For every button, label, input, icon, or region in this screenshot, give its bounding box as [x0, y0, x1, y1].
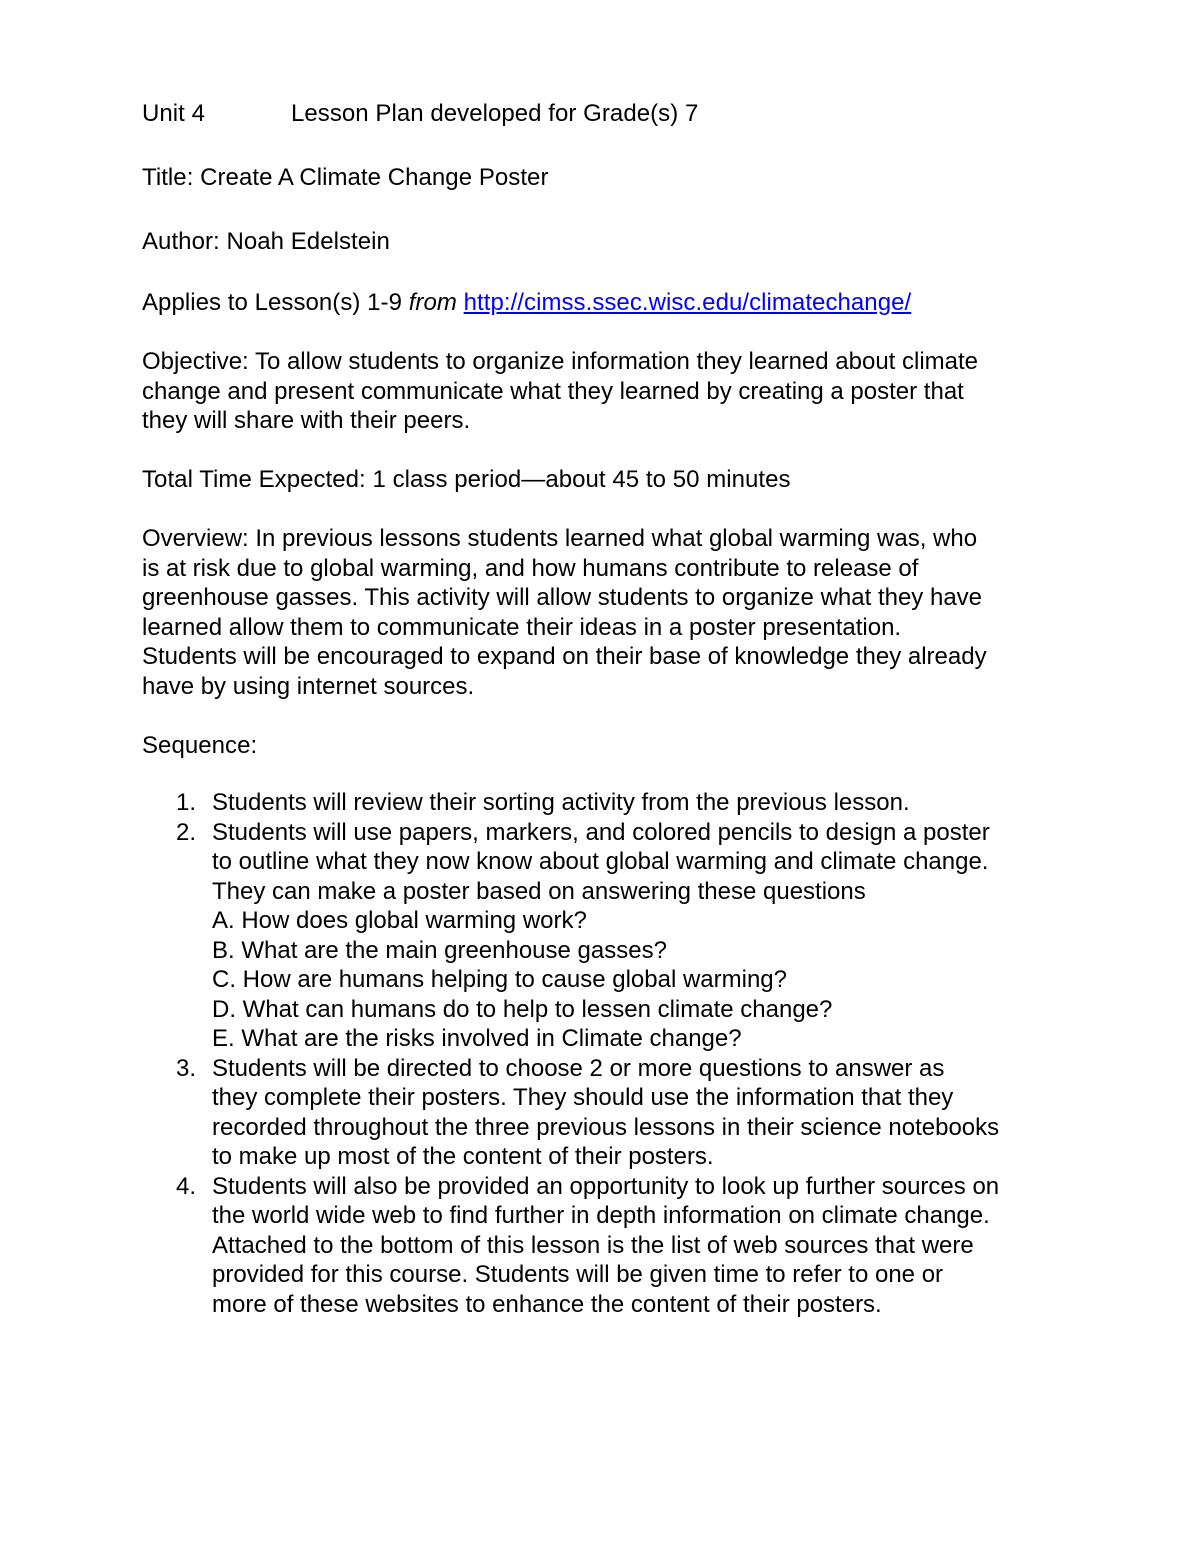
sequence-item-1 — [142, 788, 999, 818]
sequence-list — [142, 788, 999, 1319]
author-line: Author: Noah Edelstein — [142, 228, 390, 255]
item-line: they complete their posters. They should use the information that they — [212, 1084, 954, 1111]
objective-line: change and present communicate what they learned by creating a poster that — [142, 377, 964, 405]
overview-paragraph — [142, 524, 987, 701]
item-number: 2. — [176, 818, 197, 846]
overview-line: Students will be encouraged to expand on their base of knowledge they already — [142, 643, 987, 670]
applies-prefix: Applies to Lesson(s) 1-9 — [142, 289, 409, 316]
sequence-item-3 — [142, 1054, 999, 1172]
overview-line: Overview: In previous lessons students learned what global warming was, who — [142, 525, 978, 552]
question-item: C. How are humans helping to cause global warming? — [212, 966, 787, 993]
header-line — [142, 99, 699, 129]
overview-line: have by using internet sources. — [142, 672, 475, 700]
total-time-line: Total Time Expected: 1 class period—about 45 to 50 minutes — [142, 466, 791, 493]
item-line: provided for this course. Students will be given time to refer to one or — [212, 1261, 944, 1288]
applies-from: from — [408, 289, 457, 316]
item-line: to make up most of the content of their posters. — [212, 1143, 714, 1170]
item-line: Students will also be provided an opportunity to look up further sources on — [212, 1172, 1000, 1200]
question-item: E. What are the risks involved in Climate change? — [212, 1025, 742, 1052]
item-line: They can make a poster based on answering these questions — [212, 877, 866, 905]
item-line: recorded throughout the three previous lessons in their science notebooks — [212, 1113, 1000, 1141]
overview-line: learned allow them to communicate their ideas in a poster presentation. — [142, 613, 902, 641]
item-line: to outline what they now know about global warming and climate change. — [212, 848, 989, 875]
overview-line: greenhouse gasses. This activity will allow students to organize what they have — [142, 584, 983, 611]
climate-change-link[interactable]: http://cimss.ssec.wisc.edu/climatechange/ — [463, 289, 912, 316]
item-line: Attached to the bottom of this lesson is the list of web sources that were — [212, 1231, 974, 1259]
item-number: 4. — [176, 1172, 197, 1200]
item-line: more of these websites to enhance the content of their posters. — [212, 1290, 882, 1318]
item-number: 1. — [176, 789, 197, 816]
item-line: Students will review their sorting activity from the previous lesson. — [212, 789, 910, 816]
objective-paragraph — [142, 347, 978, 436]
objective-line: Objective: To allow students to organize information they learned about climate — [142, 348, 979, 375]
item-line: Students will be directed to choose 2 or more questions to answer as — [212, 1054, 945, 1082]
question-item: D. What can humans do to help to lessen climate change? — [212, 995, 833, 1023]
unit-label: Unit 4 — [142, 100, 205, 127]
sequence-item-2 — [142, 818, 999, 1054]
overview-line: is at risk due to global warming, and how humans contribute to release of — [142, 554, 919, 582]
lesson-title: Title: Create A Climate Change Poster — [142, 164, 549, 191]
item-line: the world wide web to find further in depth information on climate change. — [212, 1202, 990, 1229]
applies-line — [142, 288, 911, 318]
item-number: 3. — [176, 1054, 197, 1082]
objective-line: they will share with their peers. — [142, 407, 471, 434]
sequence-item-4 — [142, 1172, 999, 1320]
sequence-heading: Sequence: — [142, 732, 258, 759]
question-item: B. What are the main greenhouse gasses? — [212, 936, 667, 964]
grade-line: Lesson Plan developed for Grade(s) 7 — [291, 100, 699, 127]
item-line: Students will use papers, markers, and colored pencils to design a poster — [212, 818, 990, 846]
question-item: A. How does global warming work? — [212, 907, 587, 934]
